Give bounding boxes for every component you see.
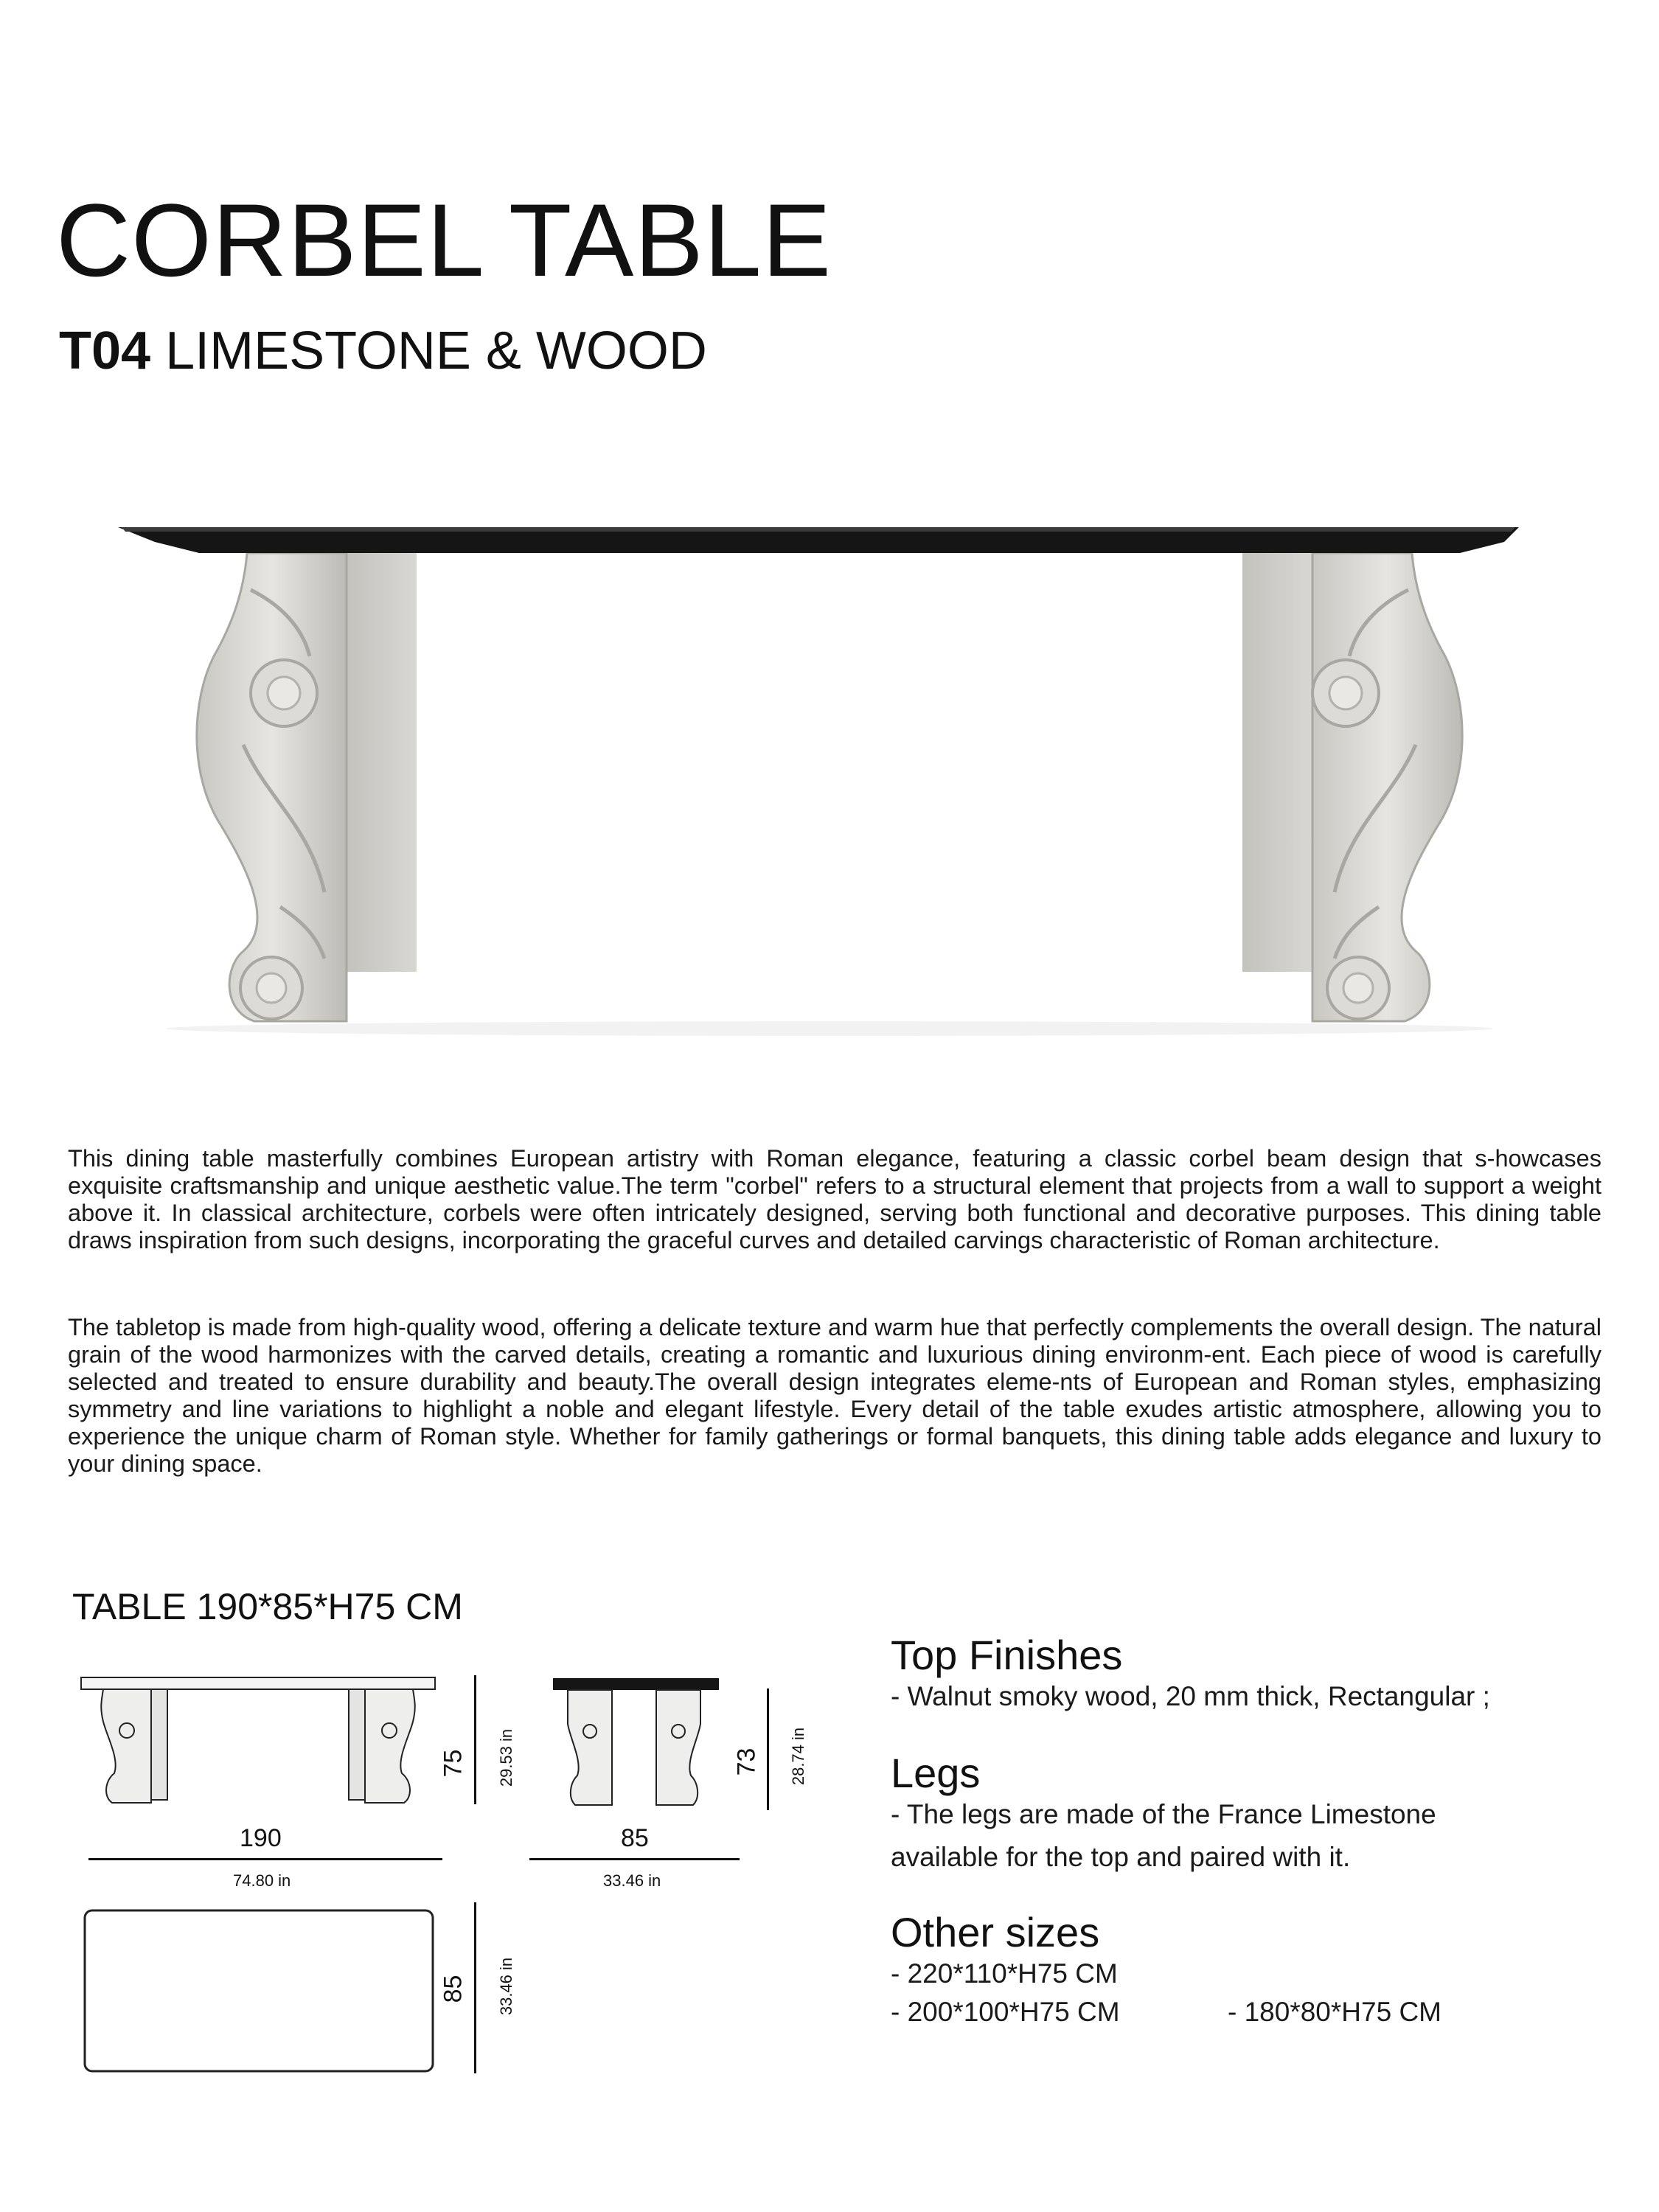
side-height-cm: 73 xyxy=(732,1747,761,1776)
side-height-in: 28.74 in xyxy=(789,1727,808,1786)
front-width-in: 74.80 in xyxy=(233,1871,291,1890)
other-size-3: - 180*80*H75 CM xyxy=(1228,1997,1441,2027)
front-width-line xyxy=(88,1858,442,1860)
product-title: CORBEL TABLE xyxy=(56,182,832,298)
description-paragraph-1: This dining table masterfully combines European artistry with Roman elegance, featuring a classic corbel beam design that s-howcases exquisite craftsmanship and unique aesthetic value.The term "corbel" refers to a structural element that projects from a wall to support a weight above it. In classical architecture, corbels were often intricately designed, serving both functional and decorative purposes. This dining table draws inspiration from such designs, incorporating the graceful curves and detailed carvings characteristic of Roman architecture. xyxy=(68,1145,1601,1253)
legs-heading: Legs xyxy=(891,1750,981,1796)
front-height-line xyxy=(474,1675,476,1804)
top-depth-cm: 85 xyxy=(439,1975,467,2003)
top-view-drawing xyxy=(83,1908,437,2075)
left-corbel-leg xyxy=(197,553,347,1021)
side-view-drawing xyxy=(549,1665,726,1820)
front-view-drawing xyxy=(74,1663,457,1818)
front-height-cm: 75 xyxy=(439,1749,467,1778)
top-finishes-text: - Walnut smoky wood, 20 mm thick, Rectangular ; xyxy=(891,1681,1490,1711)
top-depth-line xyxy=(474,1902,476,2073)
right-corbel-leg xyxy=(1312,553,1462,1021)
table-hero-image xyxy=(0,479,1659,1069)
side-height-line xyxy=(767,1688,769,1810)
product-subtitle xyxy=(59,321,707,380)
other-size-1: - 220*110*H75 CM xyxy=(891,1958,1118,1989)
side-width-line xyxy=(529,1858,740,1860)
legs-text-line-2: available for the top and paired with it. xyxy=(891,1842,1351,1872)
other-sizes-heading: Other sizes xyxy=(891,1909,1100,1955)
left-leg-slab xyxy=(347,549,417,972)
front-height-in: 29.53 in xyxy=(497,1728,516,1787)
front-width-cm: 190 xyxy=(240,1824,282,1852)
description-paragraph-2: The tabletop is made from high-quality wood, offering a delicate texture and warm hue that perfectly complements the overall design. The natural grain of the wood harmonizes with the carved details, creating a romantic and luxurious dining environm-ent. Each piece of wood is carefully selected and treated to ensure durability and beauty.The overall design integrates eleme-nts of European and Roman styles, emphasizing symmetry and line variations to highlight a noble and elegant lifestyle. Every detail of the table exudes artistic atmosphere, allowing you to experience the unique charm of Roman style. Whether for family gatherings or formal banquets, this dining table adds elegance and luxury to your dining space. xyxy=(68,1314,1601,1477)
product-material: LIMESTONE & WOOD xyxy=(165,321,707,380)
legs-text-line-1: - The legs are made of the France Limestone xyxy=(891,1799,1436,1829)
top-depth-in: 33.46 in xyxy=(497,1957,516,2016)
size-heading: TABLE 190*85*H75 CM xyxy=(72,1586,463,1627)
top-finishes-heading: Top Finishes xyxy=(891,1632,1123,1678)
side-width-in: 33.46 in xyxy=(603,1871,661,1890)
side-width-cm: 85 xyxy=(621,1824,649,1852)
other-size-2: - 200*100*H75 CM xyxy=(891,1997,1120,2027)
right-leg-slab xyxy=(1242,549,1312,972)
product-code: T04 xyxy=(59,321,151,380)
